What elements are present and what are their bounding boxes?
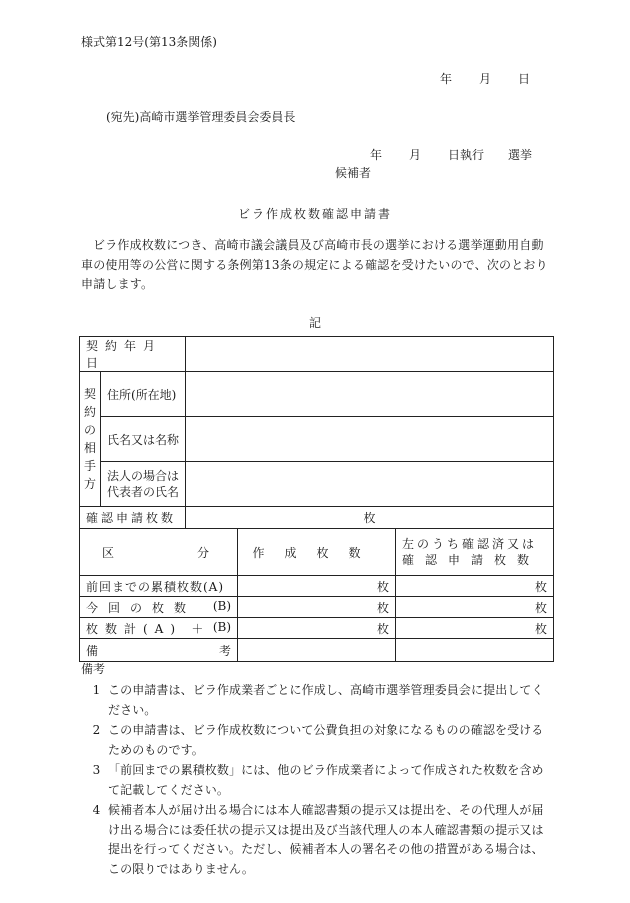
remarks-created-field[interactable] — [238, 639, 396, 662]
note-text: この申請書は、ビラ作成枚数について公費負担の対象になるものの確認を受けるためのものです。 — [108, 723, 544, 757]
address-field[interactable] — [186, 372, 554, 417]
name-row — [80, 417, 554, 462]
party-char-3: の — [83, 423, 96, 437]
notes-title: 備考 — [81, 662, 106, 676]
address-label: 住所(所在地) — [101, 372, 186, 417]
election-day-label: 日執行 — [448, 148, 485, 162]
note-number: 2 — [92, 723, 101, 737]
created-header — [238, 529, 396, 576]
note-text: 候補者本人が届け出る場合には本人確認書類の提示又は提出を、その代理人が届け出る場合には委任状の提示又は提出及び当該代理人の本人確認書類の提示又は提出を行ってください。ただし、候補者本人の署名その他の措置がある場合は、この限りではありません。 — [108, 803, 544, 876]
ki-heading: 記 — [308, 316, 321, 330]
total-created-field[interactable] — [238, 618, 396, 639]
current-confirmed-field[interactable] — [396, 597, 554, 618]
contract-party-label — [80, 372, 101, 507]
note-item — [81, 761, 553, 800]
remarks-row — [80, 639, 554, 662]
representative-field[interactable] — [186, 462, 554, 507]
election-label: 選挙 — [508, 148, 533, 162]
year-label: 年 — [440, 72, 453, 86]
note-item — [81, 721, 553, 760]
total-label-plus: ＋ — [191, 621, 204, 636]
note-number: 4 — [92, 803, 101, 817]
note-number: 1 — [92, 683, 101, 697]
previous-label: 前回までの累積枚数(A) — [80, 576, 238, 597]
total-label — [80, 618, 238, 639]
addressee: (宛先)高崎市選挙管理委員会委員長 — [106, 110, 296, 124]
party-char-4: 相 — [83, 441, 96, 455]
total-label-text: 枚数計(A) — [86, 621, 183, 636]
current-confirmed-unit: 枚 — [535, 600, 548, 615]
name-field[interactable] — [186, 417, 554, 462]
party-char-5: 手 — [83, 459, 96, 473]
submission-date — [440, 70, 530, 87]
confirmed-header-line1: 左のうち確認済又は — [402, 537, 538, 551]
total-row — [80, 618, 554, 639]
remarks-label-1: 備 — [86, 643, 99, 658]
confirm-count-text: 確認申請枚数 — [86, 511, 177, 525]
current-row — [80, 597, 554, 618]
candidate-label: 候補者 — [335, 166, 372, 180]
current-created-unit: 枚 — [377, 600, 390, 615]
representative-row — [80, 462, 554, 507]
note-item — [81, 801, 553, 879]
division-header-1: 区 — [102, 545, 115, 560]
party-char-2: 約 — [83, 405, 96, 419]
confirm-count-unit: 枚 — [363, 511, 376, 525]
note-number: 3 — [92, 763, 101, 777]
document-title: ビラ作成枚数確認申請書 — [237, 207, 392, 221]
division-header — [80, 529, 238, 576]
confirmed-header-line2: 確認申請枚数 — [402, 553, 541, 567]
intro-paragraph: ビラ作成枚数につき、高崎市議会議員及び高崎市長の選挙における選挙運動用自動車の使用等の公営に関する条例第13条の規定による確認を受けたいので、次のとおり申請します。 — [81, 238, 548, 291]
current-label-code: (B) — [212, 598, 232, 613]
party-char-1: 契 — [83, 387, 96, 401]
previous-confirmed-unit: 枚 — [535, 579, 548, 594]
total-confirmed-field[interactable] — [396, 618, 554, 639]
note-item — [81, 681, 553, 720]
current-label — [80, 597, 238, 618]
address-row — [80, 372, 554, 417]
total-confirmed-unit: 枚 — [535, 621, 548, 636]
notes-list — [81, 681, 553, 880]
election-month-label: 月 — [409, 148, 422, 162]
contract-date-text: 契約年月日 — [86, 339, 163, 370]
representative-label — [101, 462, 186, 507]
month-label: 月 — [479, 72, 492, 86]
division-header-2: 分 — [197, 545, 210, 560]
total-created-unit: 枚 — [377, 621, 390, 636]
previous-created-unit: 枚 — [377, 579, 390, 594]
confirm-count-field[interactable] — [186, 507, 554, 529]
name-label: 氏名又は名称 — [101, 417, 186, 462]
day-label: 日 — [518, 72, 531, 86]
remarks-label — [80, 639, 238, 662]
remarks-confirmed-field[interactable] — [396, 639, 554, 662]
note-text: 「前回までの累積枚数」には、他のビラ作成業者によって作成された枚数を含めて記載してください。 — [108, 763, 544, 797]
confirmed-header — [396, 529, 554, 576]
current-label-text: 今回の枚数 — [86, 600, 197, 615]
contract-date-row — [80, 337, 554, 372]
confirm-count-label — [80, 507, 186, 529]
total-label-code: (B) — [212, 619, 232, 634]
representative-label-line1: 法人の場合は — [107, 469, 180, 483]
form-number: 様式第12号(第13条関係) — [81, 35, 217, 49]
confirm-count-row — [80, 507, 554, 529]
previous-confirmed-field[interactable] — [396, 576, 554, 597]
application-table — [79, 336, 554, 662]
previous-created-field[interactable] — [238, 576, 396, 597]
created-header-text: 作成枚数 — [252, 545, 381, 560]
current-created-field[interactable] — [238, 597, 396, 618]
note-text: この申請書は、ビラ作成業者ごとに作成し、高崎市選挙管理委員会に提出してください。 — [108, 683, 544, 717]
column-header-row — [80, 529, 554, 576]
previous-row — [80, 576, 554, 597]
party-char-6: 方 — [83, 477, 96, 491]
representative-label-line2: 代表者の氏名 — [107, 485, 180, 499]
election-date-line — [370, 146, 532, 163]
election-year-label: 年 — [370, 148, 383, 162]
remarks-label-2: 考 — [219, 643, 232, 658]
contract-date-field[interactable] — [186, 337, 554, 372]
contract-date-label — [80, 337, 186, 372]
